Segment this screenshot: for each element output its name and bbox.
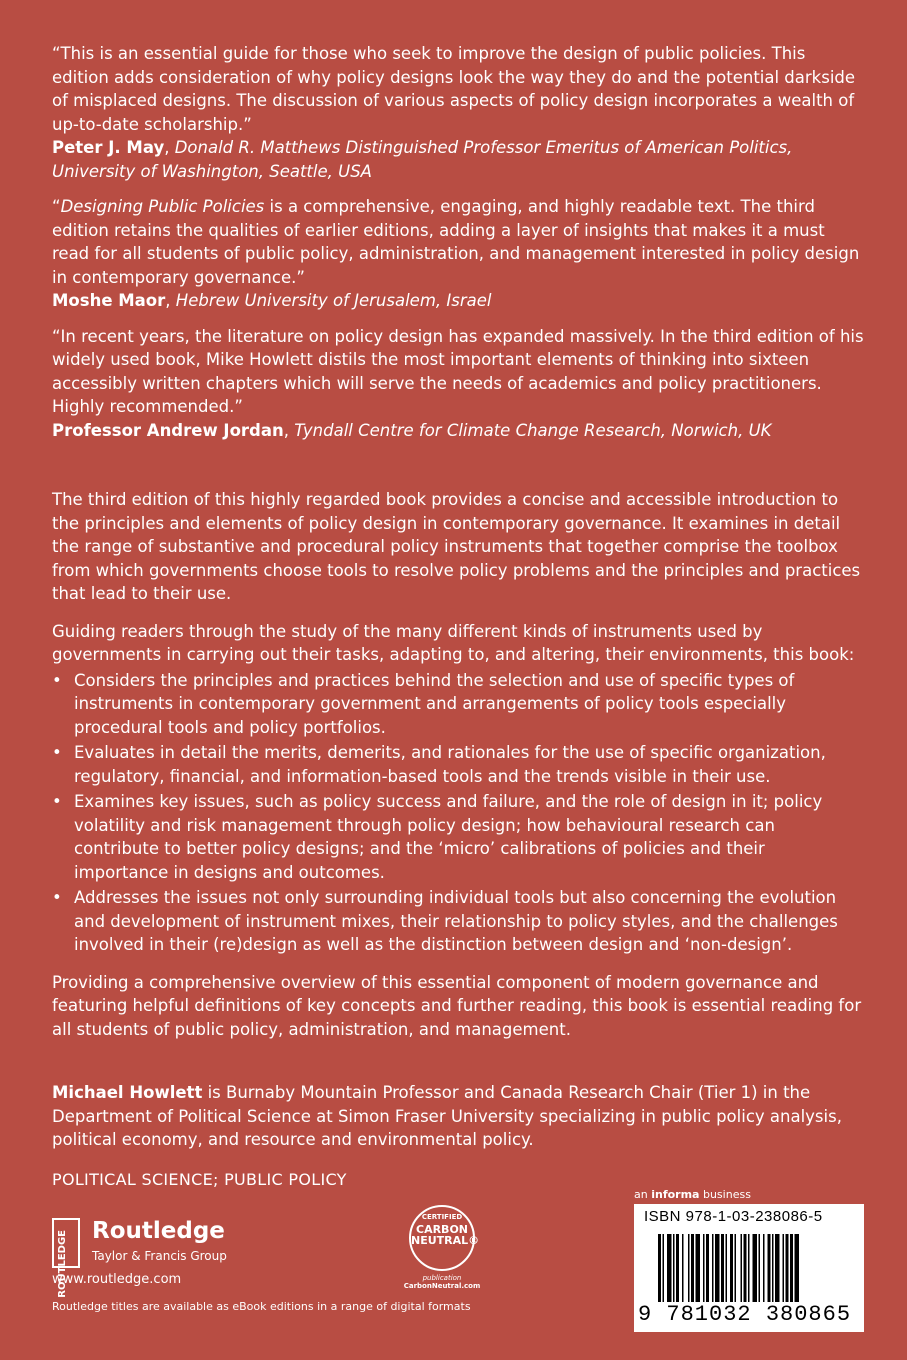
description-closing: Providing a comprehensive overview of this essential component of modern governance and featuring helpful definitions of key concepts and further reading, this book is essential reading for all students of public policy, administration, and management.: [52, 972, 862, 1039]
carbon-neutral-icon: CERTIFIED CARBON NEUTRAL®: [409, 1205, 475, 1271]
informa-business: an informa business: [634, 1188, 751, 1201]
author-name: Michael Howlett: [52, 1083, 203, 1102]
endorsement-attribution: Professor Andrew Jordan, Tyndall Centre for Climate Change Research, Norwich, UK: [52, 420, 772, 440]
endorsement-attribution: Moshe Maor, Hebrew University of Jerusalem, Israel: [52, 291, 492, 310]
endorser-name: Peter J. May: [52, 138, 165, 157]
carbon-line3: publication: [422, 1274, 462, 1282]
endorser-name: Moshe Maor: [52, 291, 166, 310]
endorser-affiliation: Hebrew University of Jerusalem, Israel: [175, 291, 492, 310]
routledge-emblem-icon: ROUTLEDGE: [52, 1218, 80, 1268]
endorser-name: Professor Andrew Jordan: [52, 420, 284, 440]
list-item: [52, 886, 864, 957]
publisher-url: www.routledge.com: [52, 1272, 182, 1287]
list-item-text: Examines key issues, such as policy success and failure, and the role of design in it; policy volatility and risk management through policy design; how behavioural research can contribute to better policy designs; and the ‘micro’ calibrations of policies and their importance in designs and outcomes.: [74, 792, 823, 882]
endorser-affiliation: Donald R. Matthews Distinguished Professor Emeritus of American Politics, University of Washington, Seattle, USA: [52, 138, 793, 181]
list-item: [52, 741, 864, 788]
back-cover-text: [52, 42, 864, 1166]
endorsement-1: [52, 42, 864, 183]
bullet-icon: •: [52, 792, 62, 811]
endorsement-attribution: Peter J. May, Donald R. Matthews Distinguished Professor Emeritus of American Politics, University of Washington, Seattle, USA: [52, 138, 793, 181]
list-item: [52, 669, 864, 740]
list-item: [52, 790, 864, 884]
quote-open-mark: “: [52, 197, 61, 216]
publisher-name: Routledge: [92, 1218, 225, 1244]
barcode-bars-icon: [658, 1234, 848, 1304]
list-item-text: Evaluates in detail the merits, demerits, and rationales for the use of specific organization, regulatory, financial, and information-based tools and the trends visible in their use.: [74, 743, 826, 786]
list-item-text: Addresses the issues not only surrounding individual tools but also concerning the evolution and development of instrument mixes, their relationship to policy styles, and the challenges involved in their (re)design as well as the distinction between design and ‘non-design’.: [74, 888, 838, 954]
description-intro: The third edition of this highly regarded book provides a concise and accessible introduction to the principles and elements of policy design in contemporary governance. It examines in detail the range of substantive and procedural policy instruments that together comprise the toolbox from which governments choose tools to resolve policy problems and the principles and practices that lead to their use.: [52, 490, 861, 603]
publisher-group: Taylor & Francis Group: [92, 1249, 227, 1263]
quote-body: is a comprehensive, engaging, and highly readable text. The third edition retains the qualities of earlier editions, adding a layer of insights that makes it a must read for all students of public policy, administration, and management interested in policy design in contemporary governance.”: [52, 197, 860, 287]
subject-category: POLITICAL SCIENCE; PUBLIC POLICY: [52, 1170, 347, 1189]
barcode-digits: 9 781032 380865: [638, 1302, 852, 1327]
endorsement-2: [52, 195, 864, 313]
endorsement-quote: “This is an essential guide for those who seek to improve the design of public policies. This edition adds consideration of why policy designs look the way they do and the potential darkside of misplaced designs. The discussion of various aspects of policy design incorporates a wealth of up-to-date scholarship.”: [52, 44, 856, 134]
isbn-text: ISBN 978-1-03-238086-5: [644, 1208, 823, 1225]
endorsement-quote: [52, 195, 864, 289]
book-title-italic: Designing Public Policies: [60, 197, 265, 216]
feature-list: [52, 669, 864, 957]
bullet-icon: •: [52, 888, 62, 907]
author-bio-text: is Burnaby Mountain Professor and Canada Research Chair (Tier 1) in the Department of Political Science at Simon Fraser University specializing in public policy analysis, political economy, and resource and environmental policy.: [52, 1083, 842, 1149]
carbon-neutral-badge: [400, 1205, 484, 1295]
endorsement-quote: “In recent years, the literature on policy design has expanded massively. In the third edition of his widely used book, Mike Howlett distils the most important elements of thinking into sixteen accessibly written chapters which will serve the needs of academics and policy practitioners. Highly recommended.”: [52, 326, 864, 416]
bullet-icon: •: [52, 743, 62, 762]
carbon-url: CarbonNeutral.com: [403, 1282, 481, 1290]
list-item-text: Considers the principles and practices behind the selection and use of specific types of instruments in contemporary government and arrangements of policy tools especially procedural tools and policy portfolios.: [74, 670, 795, 737]
bullet-icon: •: [52, 670, 62, 690]
description-guiding: Guiding readers through the study of the many different kinds of instruments used by governments in carrying out their tasks, adapting to, and altering, their environments, this book:: [52, 621, 855, 664]
endorsement-3: [52, 325, 864, 443]
endorser-affiliation: Tyndall Centre for Climate Change Research, Norwich, UK: [294, 420, 772, 440]
ebook-note: Routledge titles are available as eBook editions in a range of digital formats: [52, 1300, 471, 1313]
author-bio: [52, 1081, 864, 1152]
isbn-barcode: [634, 1204, 864, 1332]
